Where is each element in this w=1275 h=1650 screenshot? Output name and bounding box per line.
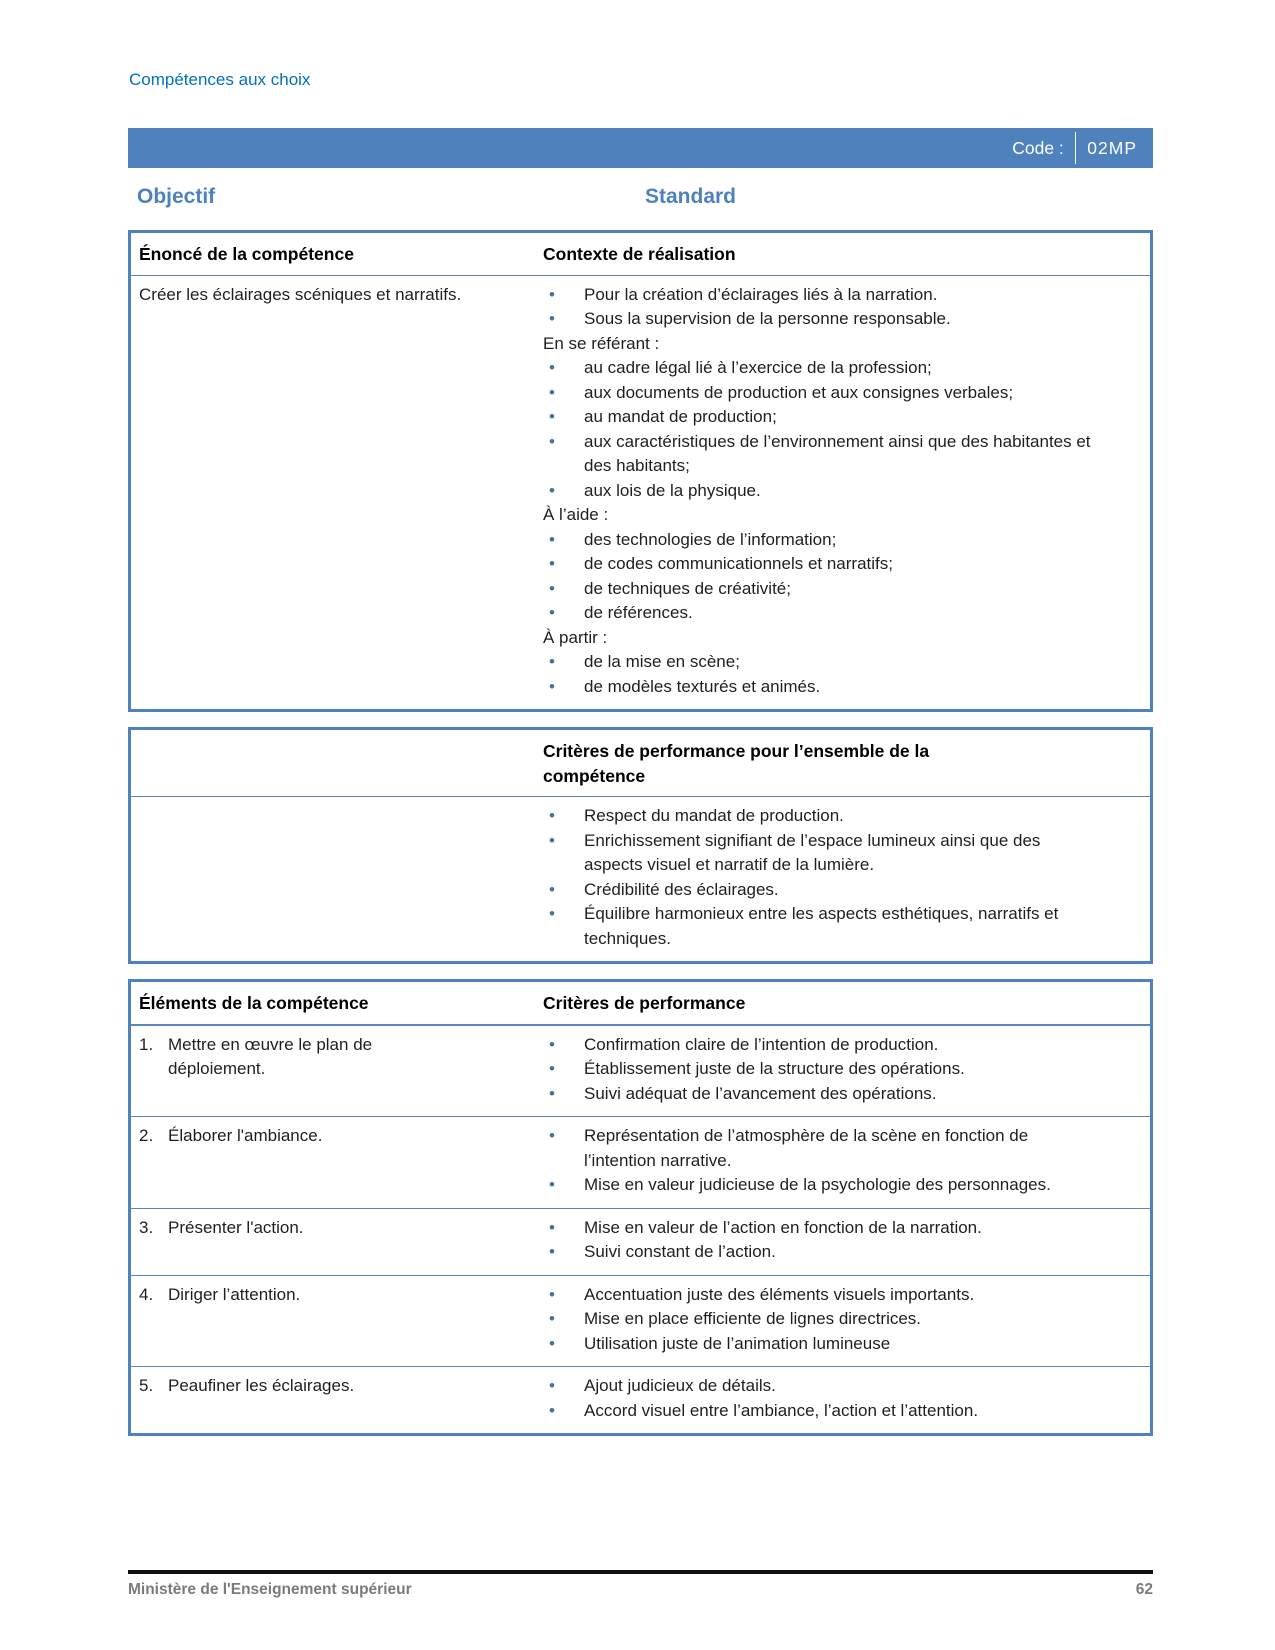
bullet-text: aux documents de production et aux consignes verbales; <box>584 382 1014 402</box>
footer <box>128 1579 1153 1601</box>
element-text: Diriger l’attention. <box>168 1284 301 1304</box>
bullet-text: Mise en place efficiente de lignes directrices. <box>584 1309 922 1328</box>
standard-heading: Standard <box>645 185 737 208</box>
criteria-list <box>543 1209 1150 1275</box>
tables-container <box>128 230 1153 1451</box>
table1-header-right: Contexte de réalisation <box>543 244 736 264</box>
table-criteres-ensemble <box>128 727 1153 964</box>
bullet-item <box>543 356 1100 381</box>
element-number: 5. <box>139 1376 154 1395</box>
table3-header-left: Éléments de la compétence <box>139 993 369 1013</box>
code-bar <box>128 128 1153 168</box>
table3-header-row <box>131 982 1150 1025</box>
bullet-item <box>543 381 1100 406</box>
bullet-item <box>543 577 1100 602</box>
bullet-item <box>543 804 1100 829</box>
bullet-text: aux lois de la physique. <box>584 480 761 500</box>
bullet-icon: • <box>549 529 555 549</box>
table2-body-left-empty <box>131 797 543 961</box>
bullet-item <box>543 1332 1100 1357</box>
list-intro-line: À l’aide : <box>543 505 609 524</box>
list-intro-line: À partir : <box>543 627 608 647</box>
criteria-list <box>543 1367 1150 1433</box>
bullet-icon: • <box>549 652 555 671</box>
list-intro-line: En se référant : <box>543 333 660 353</box>
bullet-icon: • <box>549 1242 555 1261</box>
bullet-item <box>543 307 1100 332</box>
code-value: 02MP <box>1087 137 1137 158</box>
bullet-text: Accentuation juste des éléments visuels importants. <box>584 1284 975 1304</box>
bullet-text: Équilibre harmonieux entre les aspects esthétiques, narratifs et techniques. <box>584 904 1059 948</box>
element-text: Élaborer l'ambiance. <box>168 1126 323 1145</box>
element-text: Peaufiner les éclairages. <box>168 1376 355 1395</box>
criteria-list <box>543 1026 1150 1117</box>
bullet-icon: • <box>549 1400 555 1420</box>
table2-header-right <box>543 730 1150 796</box>
table1-body-row <box>131 276 1150 710</box>
table-row <box>131 1275 1150 1367</box>
bullet-icon: • <box>549 1217 555 1237</box>
document-category-label: Compétences aux choix <box>129 70 311 89</box>
table2-body-row <box>131 797 1150 961</box>
footer-ministry-text: Ministère de l'Enseignement supérieur <box>128 1581 412 1598</box>
bullet-item <box>543 1124 1100 1173</box>
bullet-text: au cadre légal lié à l’exercice de la profession; <box>584 358 932 377</box>
table1-competence-statement: Créer les éclairages scéniques et narratifs. <box>139 284 462 304</box>
bullet-icon: • <box>549 1376 555 1395</box>
bullet-item <box>543 430 1100 479</box>
bullet-text: Confirmation claire de l’intention de production. <box>584 1034 939 1054</box>
bullet-item <box>543 1216 1100 1241</box>
element-text: Mettre en œuvre le plan de déploiement. <box>168 1034 373 1078</box>
bullet-item <box>543 902 1100 951</box>
bullet-icon: • <box>549 358 555 377</box>
table-row <box>131 1366 1150 1433</box>
bullet-text: Ajout judicieux de détails. <box>584 1376 776 1395</box>
table-row <box>131 1208 1150 1275</box>
bullet-icon: • <box>549 1309 555 1328</box>
table3-header-right: Critères de performance <box>543 993 746 1013</box>
bullet-text: Pour la création d’éclairages liés à la narration. <box>584 284 938 304</box>
bullet-icon: • <box>549 1083 555 1103</box>
bullet-icon: • <box>549 1284 555 1304</box>
footer-rule <box>128 1570 1153 1574</box>
element-item <box>139 1374 529 1399</box>
bullet-icon: • <box>549 1333 555 1353</box>
table-elements-criteres <box>128 979 1153 1436</box>
bullet-icon: • <box>549 1034 555 1054</box>
bullet-icon: • <box>549 904 555 923</box>
bullet-icon: • <box>549 1059 555 1078</box>
bullet-text: de la mise en scène; <box>584 652 740 671</box>
bullet-text: Mise en valeur de l’action en fonction de la narration. <box>584 1217 982 1237</box>
footer-page-number: 62 <box>1135 1581 1153 1598</box>
bullet-item <box>543 650 1100 675</box>
bullet-text: de références. <box>584 603 693 622</box>
bullet-item <box>543 1374 1100 1399</box>
bullet-item <box>543 829 1100 878</box>
bullet-item <box>543 601 1100 626</box>
bullet-item <box>543 1082 1100 1107</box>
table1-context-list <box>543 276 1150 710</box>
bullet-item <box>543 479 1100 504</box>
bullet-icon: • <box>549 554 555 573</box>
table-row <box>131 1025 1150 1117</box>
bullet-icon: • <box>549 407 555 426</box>
bullet-item <box>543 1399 1100 1424</box>
bullet-text: Accord visuel entre l’ambiance, l’action et l’attention. <box>584 1400 979 1420</box>
table2-header-row <box>131 730 1150 797</box>
table-enonce-contexte <box>128 230 1153 712</box>
criteria-list <box>543 1117 1150 1208</box>
element-number: 3. <box>139 1217 154 1237</box>
bullet-item <box>543 552 1100 577</box>
bullet-icon: • <box>549 309 555 328</box>
bullet-item <box>543 878 1100 903</box>
bullet-text: au mandat de production; <box>584 407 777 426</box>
bullet-item <box>543 1057 1100 1082</box>
bullet-item <box>543 1283 1100 1308</box>
bullet-icon: • <box>549 382 555 402</box>
table2-header-left-empty <box>131 730 543 796</box>
bullet-text: Établissement juste de la structure des opérations. <box>584 1059 965 1078</box>
bullet-icon: • <box>549 603 555 622</box>
bullet-item <box>543 283 1100 308</box>
bullet-icon: • <box>549 879 555 899</box>
bullet-text: aux caractéristiques de l’environnement ainsi que des habitantes et des habitants; <box>584 431 1091 475</box>
bullet-icon: • <box>549 830 555 850</box>
bullet-icon: • <box>549 480 555 500</box>
table3-body <box>131 1025 1150 1434</box>
bullet-text: Suivi constant de l’action. <box>584 1242 776 1261</box>
bullet-item <box>543 528 1100 553</box>
bullet-item <box>543 405 1100 430</box>
element-item <box>139 1283 529 1308</box>
table2-header-right-text: Critères de performance pour l’ensemble de la compétence <box>543 741 930 786</box>
bullet-text: Suivi adéquat de l’avancement des opérations. <box>584 1083 937 1103</box>
element-number: 2. <box>139 1126 154 1145</box>
bullet-text: Enrichissement signifiant de l’espace lumineux ainsi que des aspects visuel et narratif de la lumière. <box>584 830 1041 874</box>
element-number: 1. <box>139 1034 154 1054</box>
element-text: Présenter l'action. <box>168 1217 304 1237</box>
bullet-icon: • <box>549 1175 555 1194</box>
bullet-icon: • <box>549 431 555 451</box>
bullet-text: Représentation de l’atmosphère de la scène en fonction de l’intention narrative. <box>584 1126 1029 1170</box>
bullet-item <box>543 675 1100 700</box>
bullet-text: de techniques de créativité; <box>584 578 791 598</box>
bullet-text: des technologies de l’information; <box>584 529 837 549</box>
table1-header-row <box>131 233 1150 276</box>
bullet-icon: • <box>549 578 555 598</box>
bullet-text: de modèles texturés et animés. <box>584 676 821 696</box>
table1-header-left: Énoncé de la compétence <box>139 244 354 264</box>
bullet-item <box>543 1240 1100 1265</box>
bullet-text: de codes communicationnels et narratifs; <box>584 554 893 573</box>
element-number: 4. <box>139 1284 154 1304</box>
bullet-item <box>543 1307 1100 1332</box>
bullet-item <box>543 1173 1100 1198</box>
table-row <box>131 1116 1150 1208</box>
bullet-icon: • <box>549 676 555 696</box>
bullet-text: Mise en valeur judicieuse de la psychologie des personnages. <box>584 1175 1051 1194</box>
bullet-text: Respect du mandat de production. <box>584 806 844 825</box>
bullet-text: Crédibilité des éclairages. <box>584 879 779 899</box>
bullet-icon: • <box>549 1126 555 1145</box>
table2-criteria-list <box>543 797 1150 961</box>
bullet-icon: • <box>549 806 555 825</box>
bullet-text: Sous la supervision de la personne responsable. <box>584 309 951 328</box>
bullet-text: Utilisation juste de l’animation lumineuse <box>584 1333 891 1353</box>
bullet-icon: • <box>549 284 555 304</box>
criteria-list <box>543 1276 1150 1367</box>
bullet-item <box>543 1033 1100 1058</box>
code-label: Code : <box>1012 137 1064 158</box>
objectif-heading: Objectif <box>137 185 216 208</box>
element-item <box>139 1124 529 1149</box>
element-item <box>139 1033 529 1082</box>
element-item <box>139 1216 529 1241</box>
